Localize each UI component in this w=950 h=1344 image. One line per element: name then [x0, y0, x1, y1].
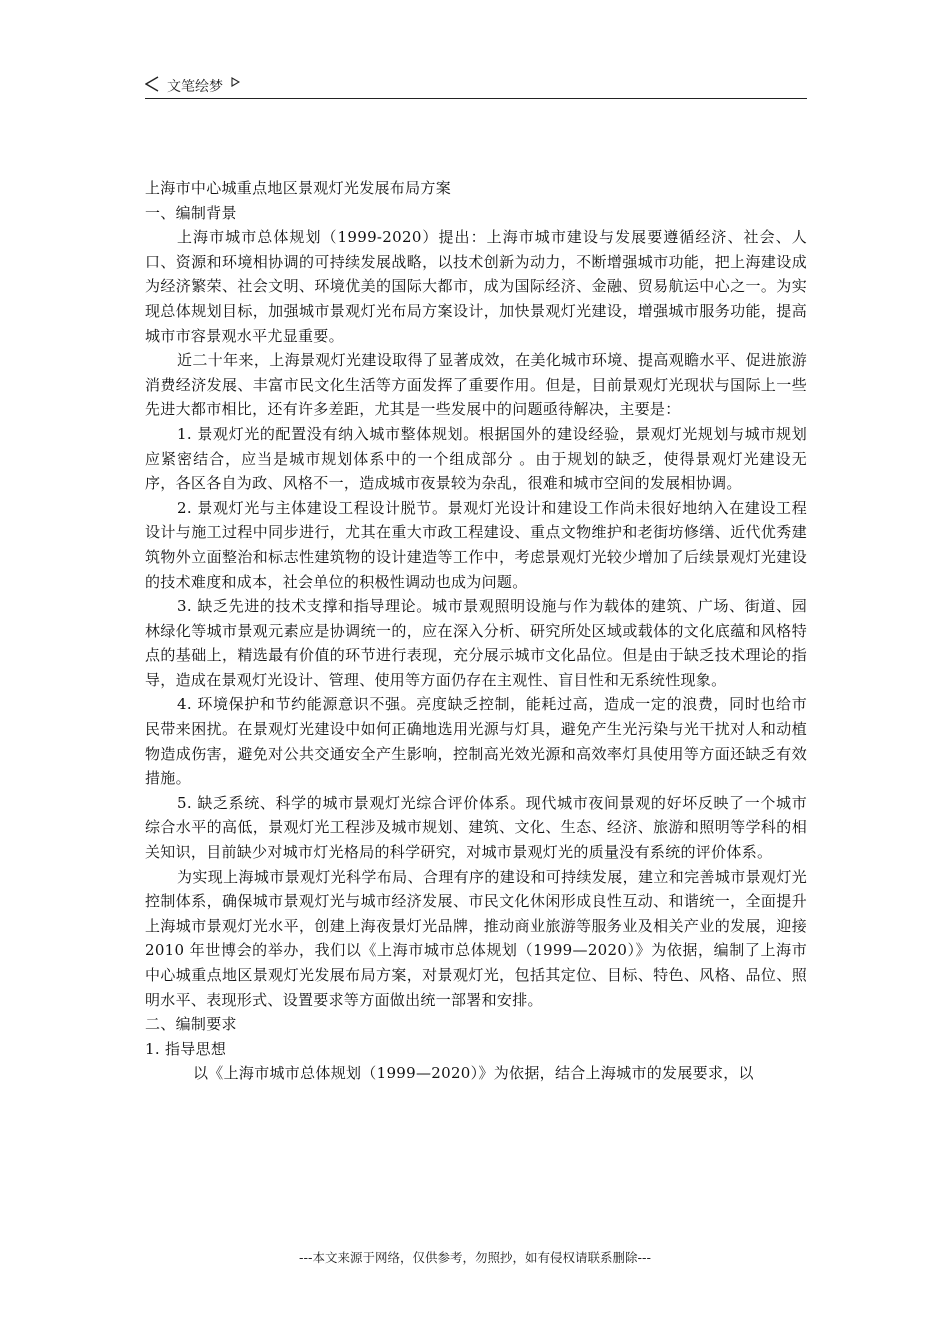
paragraph: 为实现上海城市景观灯光科学布局、合理有序的建设和可持续发展，建立和完善城市景观灯光控制体系，确保城市景观灯光与城市经济发展、市民文化休闲形成良性互动、和谐统一，全面提升上海城市景观灯光水平，创建上海夜景灯光品牌，推动商业旅游等服务业及相关产业的发展，迎接 2010 年世博会的举办，我们以《上海市城市总体规划（1999—2020）》为依据，编制了上海市中心城重点地区景观灯光发展布局方案，对景观灯光，包括其定位、目标、特色、风格、品位、照明水平、表现形式、设置要求等方面做出统一部署和安排。 [145, 867, 807, 1009]
list-paragraph: 1. 景观灯光的配置没有纳入城市整体规划。根据国外的建设经验，景观灯光规划与城市规划应紧密结合，应当是城市规划体系中的一个组成部分 。由于规划的缺乏，使得景观灯光建设无序，各区各自为政、风格不一，造成城市夜景较为杂乱，很难和城市空间的发展相协调。 [145, 424, 807, 493]
brand-text: 文笔绘梦 [167, 79, 223, 95]
footer-note: ---本文来源于网络，仅供参考，勿照抄，如有侵权请联系删除--- [298, 1250, 652, 1265]
subsection-heading: 1. 指导思想 [145, 1039, 227, 1058]
paragraph: 上海市城市总体规划（1999-2020）提出：上海市城市建设与发展要遵循经济、社会、人口、资源和环境相协调的可持续发展战略，以技术创新为动力，不断增强城市功能，把上海建设成为经济繁荣、社会文明、环境优美的国际大都市，成为国际经济、金融、贸易航运中心之一。为实现总体规划目标，加强城市景观灯光布局方案设计，加快景观灯光建设，增强城市服务功能，提高城市市容景观水平尤显重要。 [145, 228, 807, 345]
triangle-left-icon [145, 76, 159, 96]
document-body [145, 176, 807, 1086]
list-paragraph: 3. 缺乏先进的技术支撑和指导理论。城市景观照明设施与作为载体的建筑、广场、街道、园林绿化等城市景观元素应是协调统一的，应在深入分析、研究所处区域或载体的文化底蕴和风格特点的基础上，精选最有价值的环节进行表现，充分展示城市文化品位。但是由于缺乏技术理论的指导，造成在景观灯光设计、管理、使用等方面仍存在主观性、盲目性和无系统性现象。 [145, 597, 807, 689]
list-paragraph: 4. 环境保护和节约能源意识不强。亮度缺乏控制，能耗过高，造成一定的浪费，同时也给市民带来困扰。在景观灯光建设中如何正确地选用光源与灯具，避免产生光污染与光干扰对人和动植物造成伤害，避免对公共交通安全产生影响，控制高光效光源和高效率灯具使用等方面还缺乏有效措施。 [145, 695, 807, 788]
paragraph: 以《上海市城市总体规划（1999—2020）》为依据，结合上海城市的发展要求，以 [193, 1064, 754, 1083]
paragraph: 近二十年来，上海景观灯光建设取得了显著成效，在美化城市环境、提高观瞻水平、促进旅游消费经济发展、丰富市民文化生活等方面发挥了重要作用。但是，目前景观灯光现状与国际上一些先进大都市相比，还有许多差距，尤其是一些发展中的问题亟待解决，主要是： [145, 351, 807, 419]
doc-title: 上海市中心城重点地区景观灯光发展布局方案 [145, 179, 452, 197]
list-paragraph: 5. 缺乏系统、科学的城市景观灯光综合评价体系。现代城市夜间景观的好坏反映了一个城市综合水平的高低，景观灯光工程涉及城市规划、建筑、文化、生态、经济、旅游和照明等学科的相关知识，目前缺少对城市灯光格局的科学研究，对城市景观灯光的质量没有系统的评价体系。 [145, 793, 807, 862]
list-paragraph: 2. 景观灯光与主体建设工程设计脱节。景观灯光设计和建设工作尚未很好地纳入在建设工程设计与施工过程中同步进行，尤其在重大市政工程建设、重点文物维护和老街坊修缮、近代优秀建筑物外立面整治和标志性建筑物的设计建造等工作中，考虑景观灯光较少增加了后续景观灯光建设的技术难度和成本，社会单位的积极性调动也成为问题。 [145, 498, 807, 591]
header-brand [145, 76, 240, 96]
section-heading: 二、编制要求 [145, 1015, 237, 1034]
section-heading: 一、编制背景 [145, 203, 237, 222]
page-header [145, 76, 807, 99]
triangle-right-icon [231, 75, 240, 91]
